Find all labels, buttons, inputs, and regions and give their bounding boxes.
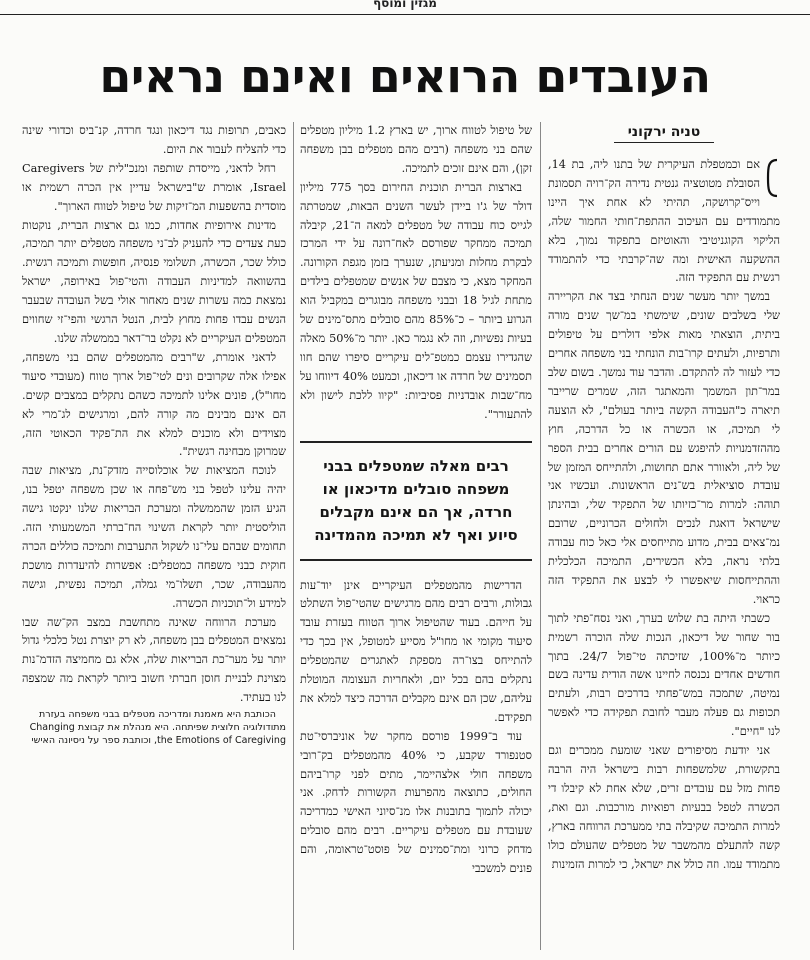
paragraph: מערכת הרווחה שאינה מתחשבת במצב הק־שה שבו נמצאים המטפלים בבן משפחה, לא רק יוצרת נטל כלכלי גדול יותר על מער־כת הבריאות שלה, אלא גם מחמיצה הזדמ־נות מצוינת לבניית חוסן חברתי חשוב ביותר לקראת מה שמצפה לנו בעתיד.	[22, 615, 286, 705]
paragraph: כאבים, תרופות נגד דיכאון ונגד חרדה, קנ־ביס וכדורי שינה כדי להצליח לעבור את היום.	[22, 124, 286, 156]
paragraph: בארצות הברית תוכנית החירום בסך 775 מיליון דולר של ג'ו ביידן לעשר השנים הבאות, שמטרתה לגייס כוח עבודה של מטפלים למאה ה־21, קיבלה תמיכה ממחקר שפורסם לאח־רונה על ידי המרכז לבקרת מחלות ומניעתן, שנערך בזמן מגפת הקורונה. המחקר מצא, כי מצבם של אנשים שמטפלים בילדים מתחת לגיל 18 ובבני משפחה מבוגרים במקביל הוא הגרוע ביותר – כ־85% מהם סובלים מתס־מינים של בעיות נפשיות, וזה לא נגמר כאן. יותר מ־50% מאלה שהגדירו עצמם כמטפ־לים עיקריים סיפרו שהם חוו תסמינים של חרדה או דיכאון, וכמעט 40% דיווחו על מח־שבות אובדניות פסיביות: "קיוו ללכת לישון ולא להתעורר".	[300, 180, 532, 421]
section-label: מגזין ומוסף	[373, 0, 437, 10]
paragraph: הדרישות מהמטפלים העיקריים אינן יוד־עות גבולות, ורבים רבים מהם מרגישים שהטי־פול השתלט על חייהם. בעוד שהטיפול ארוך הטווח בעזרת עובד סיעוד מקומי או מחו"ל מסייע למטופל, אין בכך כדי להתייחס בצו־רה מספקת לאתגרים שהמטפלים נתקלים בהם בכל יום, ולאחריות העצומה המוטלת עליהם, שכן הם אינם מקבלים הדרכה כיצד למלא את תפקידם.	[300, 578, 532, 724]
paragraph: רחל לדאני, מייסדת שותפה ומנכ"לית של Caregivers Israel, אומרת ש"בישראל עדיין אין הכרה רשמית או מוסדית בהשפעות המ־זיקות של טיפול לטווח הארוך".	[22, 161, 286, 213]
author-byline: טניה ירקוני	[548, 122, 780, 142]
paragraph: של טיפול לטווח ארוך, יש בארץ 1.2 מיליון מטפלים שהם בני משפחה (רבים מהם מטפלים בבן משפחה זקן), והם אינם זוכים לתמיכה.	[300, 124, 532, 175]
pull-quote: רבים מאלה שמטפלים בבני משפחה סובלים מדיכאון או חרדה, אך הם אינם מקבלים סיוע ואף לא תמיכה מהמדינה	[300, 441, 532, 561]
column-divider	[540, 122, 541, 950]
column-divider	[293, 122, 294, 950]
paragraph: אם וכמטפלת העיקרית של בתנו ליה, בת 14, הסובלת מטוטציה גנטית נדירה הק־רויה תסמונת וייס־קרושקה, תהיתי לא אחת איך היינו מתמודדים עם העיכוב ההתפת־חותי החמור שלה, הליקוי הקוגניטיבי והאוטיזם בתפקוד נמוך, בלא ההשקעה האישית ומה שה־קרבתי כדי להתמודד רגשית עם התפקיד הזה.	[548, 158, 780, 285]
paragraph: כשבתי היתה בת שלוש בערך, ואני נסח־פתי לתוך בור שחור של דיכאון, הנכות שלה הוכרה רשמית כיותר מ־100%, שזיכתה טי־פול 24/7. בתוך חודשים אחדים נכנסה לחיינו אשה הודית עדינה בשם נמיטה, שתמכה במש־פחתי בדרכים רבות, ולעתים תכופות גם פעלה מעבר לחובת תפקידה כדי לאפשר לנו "חיים".	[548, 611, 780, 739]
opening-bracket-icon	[764, 158, 780, 198]
column-middle	[300, 122, 532, 950]
article-headline: העובדים הרואים ואינם נראים	[99, 49, 711, 103]
paragraph: לנוכח המציאות של אוכלוסייה מזדק־נת, מציאות שבה יהיה עלינו לטפל בני מש־פחה או שכן משפחה יטפל בנו, הגיע הזמן שהממשלה ומערכת הבריאות שלנו ינקטו גישה הוליסטית יותר לקראת השינוי הח־ברתי המשמעותי הזה. תחומים שבהם עלי־נו לשקול התערבות ותמיכה כוללים הכרה חוקית כבני משפחה כמטפלים: אפשרות להיעדרות מושכת מהעבודה, שכר, תשלו־מי גמלה, תמיכה נפשית, וגישה למידע ול־תוכניות הכשרה.	[22, 464, 286, 610]
paragraph: במשך יותר מעשר שנים הנחתי בצד את הקריירה שלי בשלבים שונים, שימשתי במ־שך שנים מורה ביתית, הוצאתי מאות אלפי דולרים על טיפולים ותרפיות, ולעתים קרו־בות הונחתי בני משפחה אחרים כדי לעזור לה להתקדם. והדבר עוד נמשך. בשום שלב במר־תון המשמך והמאתגר הזה, שמרים שרייבר תיארה כ"העבודה הקשה ביותר בעולם", לא הוצעה לי תמיכה, או הכשרה או כל הדרכה, חוץ מההזדמנויות להיפגש עם הורים אחרים בבית הספר של ליה, ולאוורר אתם תחושות, ולהתייחס המזמן של עובדת סוציאלית בש־נים הראשונות. ועכשיו אני תוהה: למרות מר־כזיותו של התפקיד שלי, ובהינתן שישראל דואגת לנכים ולחולים הכרוניים, שרובם נמ־צאים בבית, מדוע מתייחסים אלי כאל כוח עבודה בלתי נראה, בלא הכשירים, התמיכה הכלכלית וההתייחסות שיאפשרו לי לבצע את התפקיד הזה כראוי.	[548, 290, 780, 606]
author-credit: הכותבת היא מאמנת ומדריכה מטפלים בבני משפחה בעזרת מתודולוגיה חלוצית שפיתחה. היא מנהלת את קבוצת Changing the Emotions of Caregiving, וכותבת ספר על ניסיונה האישי	[29, 709, 286, 747]
column-left	[22, 122, 286, 950]
paragraph: לדאני אומרת, ש"רבים מהמטפלים שהם בני משפחה, אפילו אלה שקרובים ונים לטי־פול ארוך טווח (מעובדי סיעוד מחו"ל), פונים אלינו לתמיכה כשהם נתקלים במצבים קשים. הם אינם מבינים מה קורה להם, ומרגישים לג־מרי לא מצוידים ולא מוכנים למלא את הת־פקיד הכאוטי הזה, שמרוקן מבחינה רגשית".	[22, 350, 286, 459]
paragraph: מדינות אירופיות אחדות, כמו גם ארצות הברית, נוקטות כעת צעדים כדי להעניק לב־ני משפחה מטפלים יותר תמיכה, כולל שכר, הכשרה, תשלומי פנסיה, חופשות ותמיכה רגשית. בהשוואה למדיניות העבודה והטי־פול באירופה, ישראל נמצאת כמה עשרות שנים מאחור אולי בשל העובדה שבעבר הנשים עבדו פחות מחוץ לבית, הנטל הרגשי והפי־זי שחווים המטפלים העיקריים לא נקלט בר־דאר בממשלה שלנו.	[22, 218, 286, 345]
column-right	[548, 122, 780, 950]
section-header-bar	[0, 0, 810, 15]
paragraph: אני יודעת מסיפורים שאני שומעת ממכרים וגם בתקשורת, שלמשפחות רבות בישראל היה הרבה פחות מזל עם עובדים זרים, שלא אחת לא קיבלו די הכשרה לטפל בבעיות רפואיות מורכבות. וגם ואת, למרות התמיכה שקיבלה בתי ממערכת הרווחה בארץ, קשה להתעלם מהמשבר של מטפלים שהעולם כולו מתמודד עמו. וזה כולל את ישראל, כי למרות הזמינות	[548, 744, 780, 871]
paragraph: עוד ב־1999 פורסם מחקר של אוניברסי־טת סטנפורד שקבע, כי 40% מהמטפלים בק־רובי משפחה חולי אלצהיימר, מתים לפני קרו־ביהם החולים, כתוצאה מהפרעות הקשורות לדחק. אני יכולה לתמוך בתובנות אלו מנ־סיוני האישי כמדריכה שעובדת עם מטפלים עיקריים. רבים מהם סובלים מדחק כרוני ומת־סמינים של פוסט־טראומה, והם פונים למשכבי	[300, 729, 532, 876]
